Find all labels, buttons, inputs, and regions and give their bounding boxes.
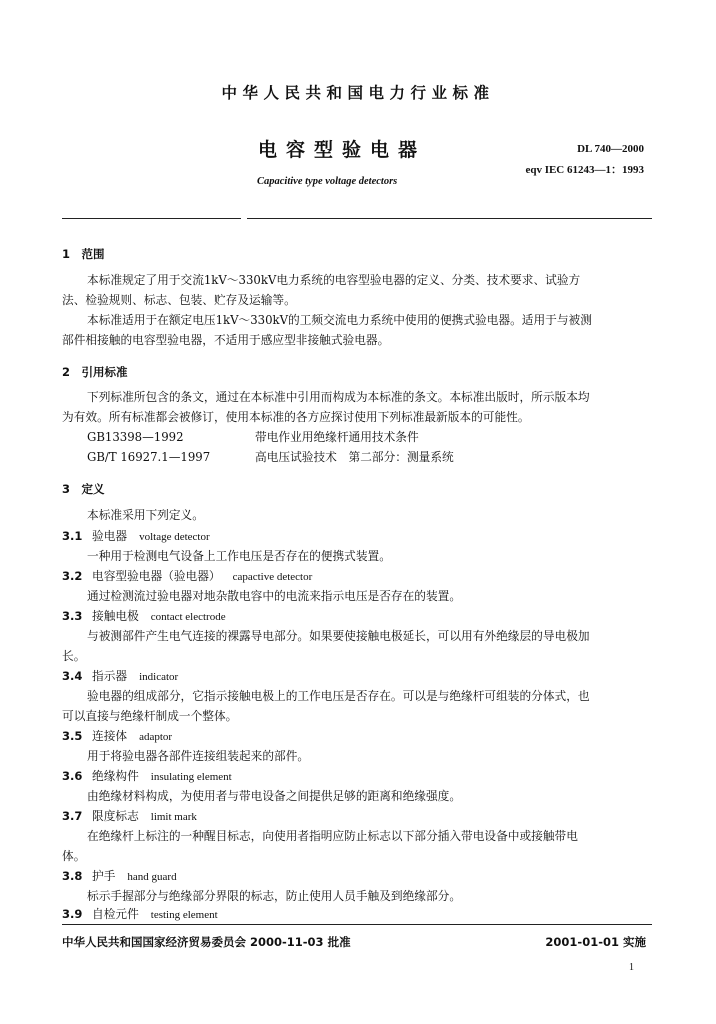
section-3-intro: 本标准采用下列定义。 bbox=[87, 508, 204, 522]
clause-number: 3.1 bbox=[62, 529, 83, 543]
term-heading bbox=[62, 666, 178, 687]
section-2-heading: 2 引用标准 bbox=[62, 365, 128, 379]
term-chinese: 自检元件 bbox=[92, 907, 139, 921]
section-1-p2-line2: 部件相接触的电容型验电器，不适用于感应型非接触式验电器。 bbox=[62, 333, 390, 347]
reference-title: 高电压试验技术 第二部分：测量系统 bbox=[255, 450, 454, 464]
section-3-heading: 3 定义 bbox=[62, 482, 105, 496]
term-chinese: 指示器 bbox=[92, 669, 128, 683]
term-definition-continued: 可以直接与绝缘杆制成一个整体。 bbox=[62, 709, 238, 723]
term-heading bbox=[62, 766, 232, 787]
term-heading bbox=[62, 726, 172, 747]
reference-code: GB13398—1992 bbox=[87, 430, 184, 444]
term-chinese: 接触电极 bbox=[92, 609, 139, 623]
term-heading bbox=[62, 566, 312, 587]
page-number: 1 bbox=[629, 962, 634, 973]
term-english: voltage detector bbox=[139, 531, 210, 543]
term-definition: 在绝缘杆上标注的一种醒目标志，向使用者指明应防止标志以下部分插入带电设备中或接触带电 bbox=[87, 829, 578, 843]
term-heading bbox=[62, 866, 177, 887]
document-title: 电容型验电器 bbox=[258, 139, 427, 161]
header-rule-left bbox=[62, 218, 241, 219]
section-1-p1-line1: 本标准规定了用于交流1kV～330kV电力系统的电容型验电器的定义、分类、技术要求、试验方 bbox=[87, 273, 581, 287]
section-2-p1-line2: 为有效。所有标准都会被修订，使用本标准的各方应探讨使用下列标准最新版本的可能性。 bbox=[62, 410, 530, 424]
document-subtitle-english: Capacitive type voltage detectors bbox=[257, 176, 398, 187]
reference-title: 带电作业用绝缘杆通用技术条件 bbox=[255, 430, 419, 444]
clause-number: 3.6 bbox=[62, 769, 83, 783]
clause-number: 3.3 bbox=[62, 609, 83, 623]
term-definition: 用于将验电器各部件连接组装起来的部件。 bbox=[87, 749, 310, 763]
term-chinese: 限度标志 bbox=[92, 809, 139, 823]
term-english: adaptor bbox=[139, 731, 173, 743]
industry-standard-title: 中华人民共和国电力行业标准 bbox=[221, 84, 495, 102]
header-rule-right bbox=[247, 218, 652, 219]
term-definition: 一种用于检测电气设备上工作电压是否存在的便携式装置。 bbox=[87, 549, 391, 563]
term-chinese: 连接体 bbox=[92, 729, 128, 743]
clause-number: 3.7 bbox=[62, 809, 83, 823]
term-english: contact electrode bbox=[150, 611, 226, 623]
clause-number: 3.8 bbox=[62, 869, 83, 883]
term-english: hand guard bbox=[127, 871, 177, 883]
footer-rule bbox=[62, 924, 652, 925]
equivalent-standard: eqv IEC 61243—1：1993 bbox=[525, 164, 644, 176]
clause-number: 3.2 bbox=[62, 569, 83, 583]
term-chinese: 护手 bbox=[92, 869, 116, 883]
section-1-p2-line1: 本标准适用于在额定电压1kV～330kV的工频交流电力系统中使用的便携式验电器。适用于与被测 bbox=[87, 313, 592, 327]
term-heading bbox=[62, 806, 197, 827]
approval-statement: 中华人民共和国国家经济贸易委员会 2000-11-03 批准 bbox=[62, 935, 351, 949]
term-definition: 通过检测流过验电器对地杂散电容中的电流来指示电压是否存在的装置。 bbox=[87, 589, 462, 603]
section-2-p1-line1: 下列标准所包含的条文，通过在本标准中引用而构成为本标准的条文。本标准出版时，所示版本均 bbox=[87, 390, 590, 404]
section-1-p1-line2: 法、检验规则、标志、包装、贮存及运输等。 bbox=[62, 293, 296, 307]
term-english: capactive detector bbox=[232, 571, 313, 583]
term-english: insulating element bbox=[150, 771, 232, 783]
term-definition: 验电器的组成部分，它指示接触电极上的工作电压是否存在。可以是与绝缘杆可组装的分体式，也 bbox=[87, 689, 590, 703]
term-heading bbox=[62, 526, 210, 547]
term-chinese: 验电器 bbox=[92, 529, 128, 543]
term-definition: 标示手握部分与绝缘部分界限的标志，防止使用人员手触及到绝缘部分。 bbox=[87, 889, 462, 903]
term-definition-continued: 长。 bbox=[62, 649, 86, 663]
term-heading bbox=[62, 904, 218, 925]
reference-code: GB/T 16927.1—1997 bbox=[87, 450, 211, 464]
effective-date: 2001-01-01 实施 bbox=[545, 935, 646, 949]
standard-number: DL 740—2000 bbox=[577, 143, 644, 155]
clause-number: 3.9 bbox=[62, 907, 83, 921]
term-definition: 与被测部件产生电气连接的裸露导电部分。如果要使接触电极延长，可以用有外绝缘层的导电极加 bbox=[87, 629, 590, 643]
clause-number: 3.5 bbox=[62, 729, 83, 743]
section-1-heading: 1 范围 bbox=[62, 247, 105, 261]
term-chinese: 电容型验电器（验电器） bbox=[92, 569, 221, 583]
term-definition: 由绝缘材料构成，为使用者与带电设备之间提供足够的距离和绝缘强度。 bbox=[87, 789, 462, 803]
term-english: testing element bbox=[150, 909, 218, 921]
term-english: indicator bbox=[139, 671, 179, 683]
clause-number: 3.4 bbox=[62, 669, 83, 683]
term-heading bbox=[62, 606, 226, 627]
term-definition-continued: 体。 bbox=[62, 849, 86, 863]
term-chinese: 绝缘构件 bbox=[92, 769, 139, 783]
term-english: limit mark bbox=[150, 811, 197, 823]
